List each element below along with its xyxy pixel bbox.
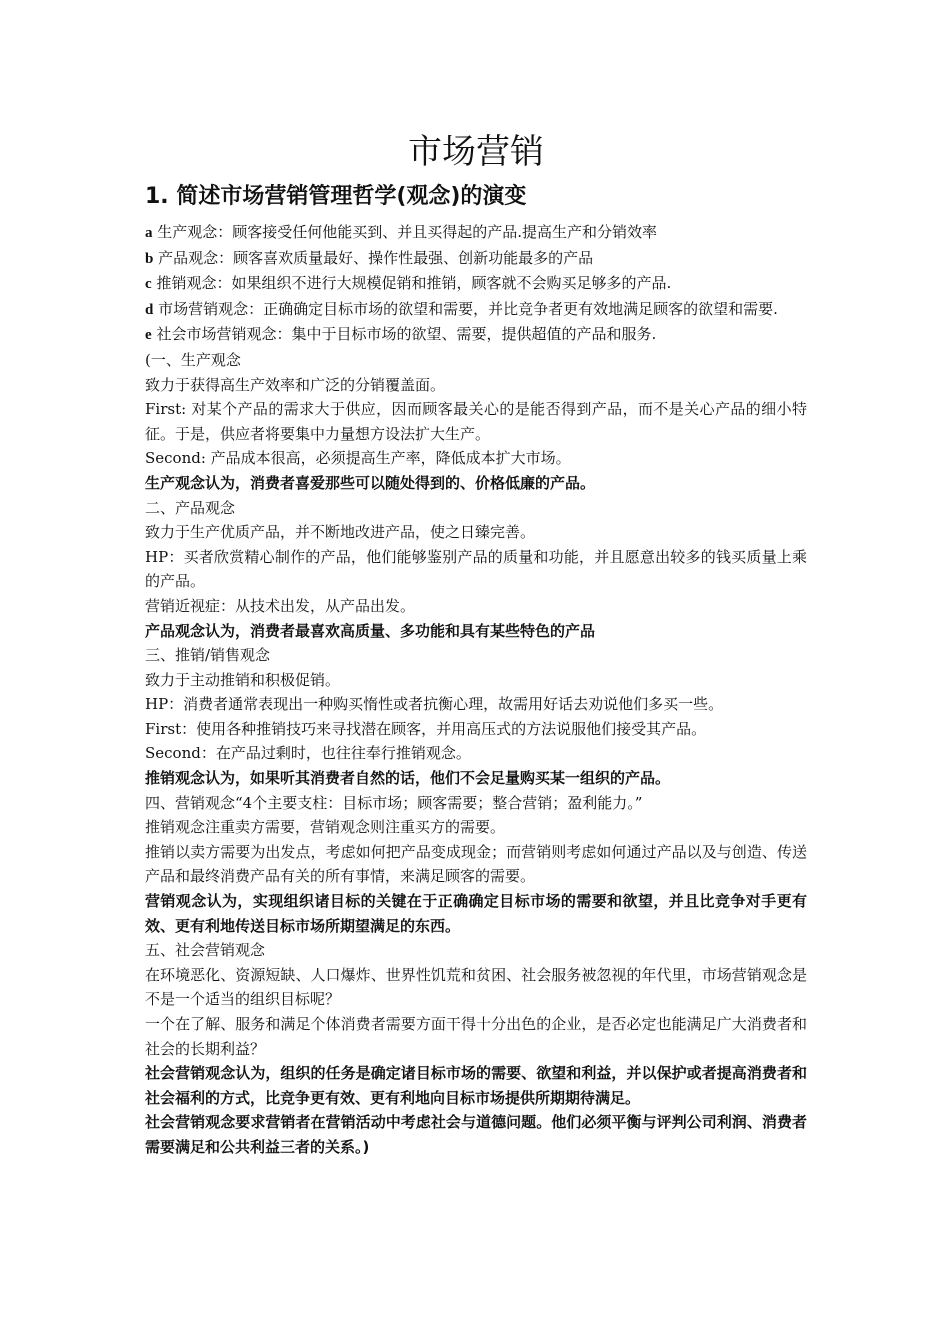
- paragraph: 推销以卖方需要为出发点，考虑如何把产品变成现金；而营销则考虑如何通过产品以及与创造、传送产品和最终消费产品有关的所有事情，来满足顾客的需要。: [145, 842, 807, 886]
- concept-text: 社会市场营销观念：集中于目标市场的欲望、需要，提供超值的产品和服务.: [156, 325, 657, 344]
- paragraph: 致力于生产优质产品，并不断地改进产品，使之日臻完善。: [145, 523, 536, 542]
- summary-paragraph: 社会营销观念认为，组织的任务是确定诸目标市场的需要、欲望和利益，并以保护或者提高消费者和社会福利的方式，比竞争更有效、更有利地向目标市场提供所期期待满足。: [145, 1064, 807, 1107]
- concept-text: 市场营销观念：正确确定目标市场的欲望和需要，并比竞争者更有效地满足顾客的欲望和需要.: [158, 299, 778, 318]
- paragraph: 致力于主动推销和积极促销。: [145, 670, 341, 689]
- summary-paragraph: 营销观念认为，实现组织诸目标的关键在于正确确定目标市场的需要和欲望，并且比竞争对手更有效、更有利地传送目标市场所期望满足的东西。: [145, 892, 807, 935]
- concept-letter: a: [145, 225, 153, 241]
- concept-item-d: [145, 297, 807, 323]
- paragraph: 推销观念注重卖方需要，营销观念则注重买方的需要。: [145, 818, 506, 837]
- concept-text: 生产观念：顾客接受任何他能买到、并且买得起的产品.提高生产和分销效率: [157, 223, 658, 241]
- paragraph: 五、社会营销观念: [145, 941, 266, 960]
- body-paragraphs: [145, 348, 807, 1160]
- concept-list: [145, 220, 807, 348]
- concept-item-b: [145, 246, 807, 272]
- paragraph: 致力于获得高生产效率和广泛的分销覆盖面。: [145, 375, 446, 394]
- concept-letter: c: [145, 276, 152, 293]
- concept-item-e: [145, 322, 807, 348]
- paragraph: (一、生产观念: [145, 350, 241, 369]
- concept-text: 推销观念：如果组织不进行大规模促销和推销，顾客就不会购买足够多的产品.: [156, 274, 672, 293]
- paragraph: 一个在了解、服务和满足个体消费者需要方面干得十分出色的企业，是否必定也能满足广大消费者和社会的长期利益？: [145, 1015, 807, 1058]
- summary-paragraph: 生产观念认为，消费者喜爱那些可以随处得到的、价格低廉的产品。: [145, 473, 596, 492]
- concept-item-c: [145, 271, 807, 297]
- paragraph: 二、产品观念: [145, 498, 236, 517]
- concept-letter: e: [145, 327, 152, 344]
- document-page: [145, 128, 807, 1160]
- concept-item-a: [145, 220, 807, 246]
- section-heading: 1. 简述市场营销管理哲学(观念)的演变: [145, 184, 527, 209]
- summary-paragraph: 社会营销观念要求营销者在营销活动中考虑社会与道德问题。他们必须平衡与评判公司利润、消费者需要满足和公共利益三者的关系。): [145, 1113, 807, 1156]
- concept-letter: d: [145, 301, 154, 318]
- paragraph: Second：在产品过剩时，也往往奉行推销观念。: [145, 744, 471, 763]
- summary-paragraph: 产品观念认为，消费者最喜欢高质量、多功能和具有某些特色的产品: [145, 621, 596, 640]
- paragraph: 四、营销观念“4个主要支柱：目标市场；顾客需要；整合营销；盈利能力。”: [145, 793, 643, 812]
- concept-text: 产品观念：顾客喜欢质量最好、操作性最强、创新功能最多的产品: [158, 248, 594, 267]
- paragraph: 在环境恶化、资源短缺、人口爆炸、世界性饥荒和贫困、社会服务被忽视的年代里，市场营销观念是不是一个适当的组织目标呢？: [145, 965, 807, 1009]
- paragraph: First：使用各种推销技巧来寻找潜在顾客，并用高压式的方法说服他们接受其产品。: [145, 719, 707, 738]
- concept-letter: b: [145, 250, 154, 267]
- paragraph: First: 对某个产品的需求大于供应，因而顾客最关心的是能否得到产品，而不是关心产品的细小特征。于是，供应者将要集中力量想方设法扩大生产。: [145, 400, 807, 443]
- paragraph: HP：买者欣赏精心制作的产品，他们能够鉴别产品的质量和功能，并且愿意出较多的钱买质量上乘的产品。: [145, 547, 807, 591]
- paragraph: 营销近视症：从技术出发，从产品出发。: [145, 596, 416, 615]
- summary-paragraph: 推销观念认为，如果听其消费者自然的话，他们不会足量购买某一组织的产品。: [145, 769, 671, 788]
- paragraph: Second: 产品成本很高，必须提高生产率，降低成本扩大市场。: [145, 449, 571, 468]
- paragraph: 三、推销/销售观念: [145, 646, 271, 665]
- document-title: 市场营销: [408, 132, 544, 172]
- paragraph: HP：消费者通常表现出一种购买惰性或者抗衡心理，故需用好话去劝说他们多买一些。: [145, 695, 724, 714]
